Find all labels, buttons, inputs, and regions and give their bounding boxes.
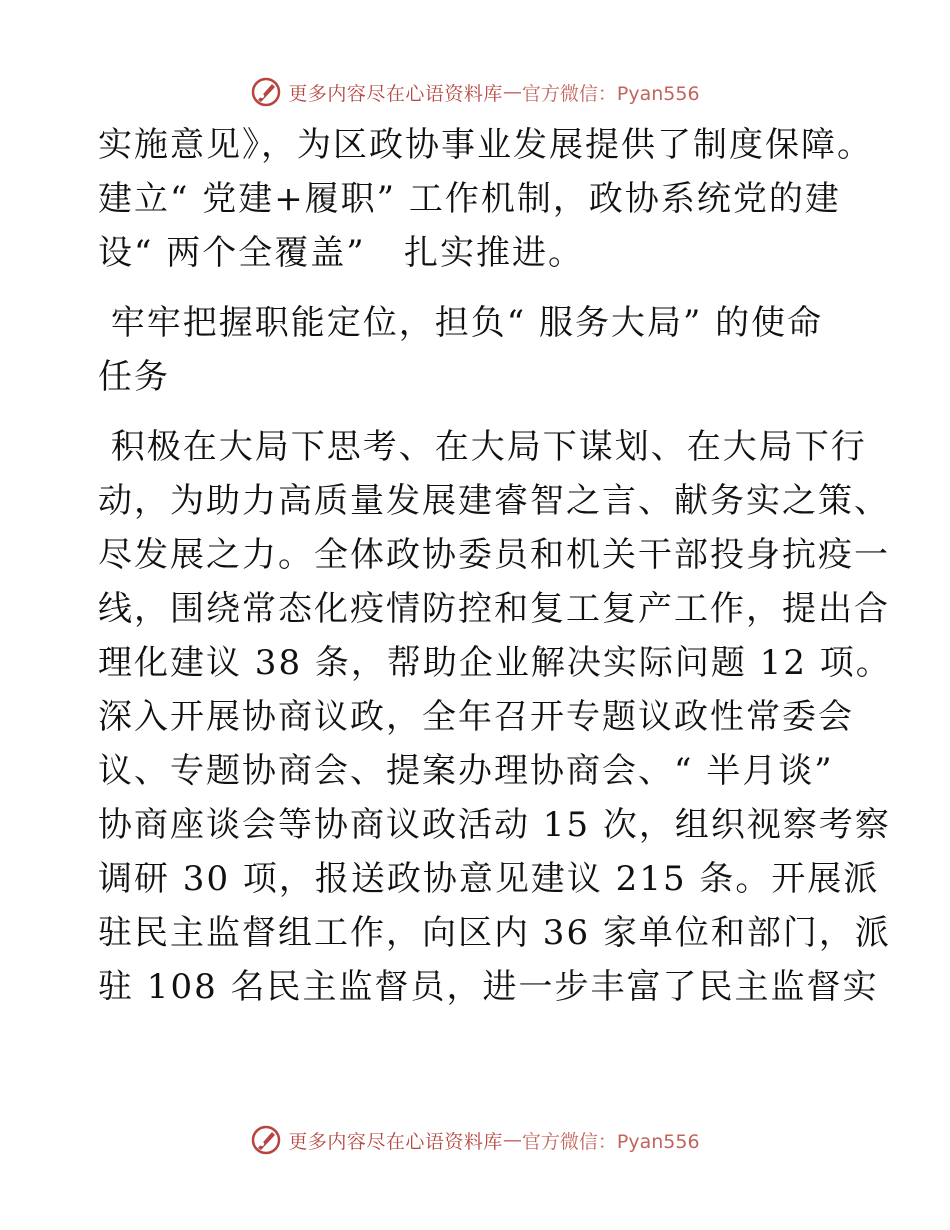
text-line: 理化建议 38 条，帮助企业解决实际问题 12 项。	[98, 643, 892, 683]
text-line: 建立“ 党建+履职” 工作机制，政协系统党的建	[98, 179, 841, 219]
text-line: 协商座谈会等协商议政活动 15 次，组织视察考察	[98, 805, 891, 845]
paragraph-1	[98, 118, 873, 280]
watermark-text: 更多内容尽在心语资料库	[288, 1130, 503, 1153]
pen-seal-icon	[250, 1124, 282, 1156]
text-line: 议、专题协商会、提案办理协商会、“ 半月谈”	[98, 751, 834, 791]
header-watermark	[0, 72, 950, 112]
watermark-dash: —	[502, 81, 522, 103]
text-line: 驻 108 名民主监督员，进一步丰富了民主监督实	[98, 967, 879, 1007]
text-line: 任务	[98, 357, 170, 397]
text-line: 实施意见》，为区政协事业发展提供了制度保障。	[98, 125, 873, 165]
document-body	[98, 118, 892, 1014]
text-line: 深入开展协商议政，全年召开专题议政性常委会	[98, 697, 854, 737]
pen-seal-icon	[250, 76, 282, 108]
text-line: 设“ 两个全覆盖” 扎实推进。	[98, 233, 584, 273]
watermark-contact: 官方微信：Pyan556	[521, 82, 700, 105]
text-line: 牢牢把握职能定位，担负“ 服务大局” 的使命	[98, 303, 824, 343]
watermark-dash: —	[502, 1129, 522, 1151]
text-line: 调研 30 项，报送政协意见建议 215 条。开展派	[98, 859, 880, 899]
text-line: 积极在大局下思考、在大局下谋划、在大局下行	[98, 427, 867, 467]
text-line: 动，为助力高质量发展建睿智之言、献务实之策、	[98, 481, 890, 521]
paragraph-2-heading	[98, 296, 858, 404]
text-line: 驻民主监督组工作，向区内 36 家单位和部门，派	[98, 913, 891, 953]
paragraph-3	[98, 420, 892, 1014]
watermark-text: 更多内容尽在心语资料库	[288, 82, 503, 105]
text-line: 尽发展之力。全体政协委员和机关干部投身抗疫一	[98, 535, 890, 575]
watermark-contact: 官方微信：Pyan556	[521, 1130, 700, 1153]
text-line: 线，围绕常态化疫情防控和复工复产工作，提出合	[98, 589, 890, 629]
footer-watermark	[0, 1120, 950, 1160]
